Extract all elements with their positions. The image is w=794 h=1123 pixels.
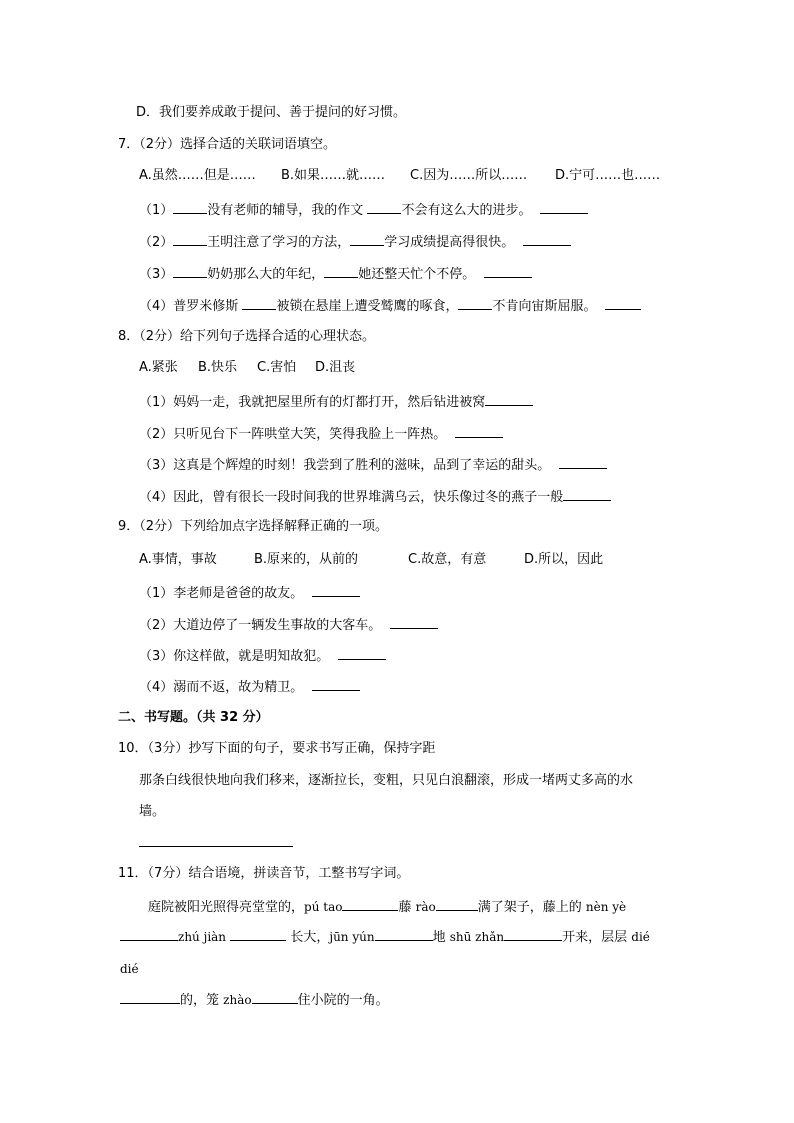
answer-blank[interactable] bbox=[312, 584, 360, 597]
q8-option-c: C.害怕 bbox=[257, 360, 297, 375]
answer-blank[interactable] bbox=[504, 928, 562, 941]
answer-blank[interactable] bbox=[485, 393, 533, 406]
answer-blank[interactable] bbox=[390, 616, 438, 629]
answer-blank[interactable] bbox=[559, 456, 607, 469]
q8-item-2: （2）只听见台下一阵哄堂大笑，笑得我脸上一阵热。 bbox=[139, 425, 503, 444]
q8-item-4: （4）因此，曾有很长一段时间我的世界堆满乌云，快乐像过冬的燕子一般 bbox=[139, 488, 611, 507]
q8-item-1: （1）妈妈一走，我就把屋里所有的灯都打开，然后钻进被窝 bbox=[139, 393, 533, 412]
q8-option-d: D.沮丧 bbox=[315, 360, 356, 375]
q9-header: 9．（2分）下列给加点字选择解释正确的一项。 bbox=[118, 519, 389, 534]
q11-header: 11．（7分）结合语境，拼读音节，工整书写字词。 bbox=[118, 866, 410, 881]
q9-item-4: （4）溺而不返，故为精卫。 bbox=[139, 678, 360, 697]
q7-item-2: （2） 王明注意了学习的方法， 学习成绩提高得很快。 bbox=[139, 233, 571, 252]
answer-blank[interactable] bbox=[455, 425, 503, 438]
q11-line-1: 庭院被阳光照得亮堂堂的，pú tao 藤 rào 满了架子，藤上的 nèn yè bbox=[148, 900, 627, 915]
q11-line-2: zhú jiàn 长大，jūn yún 地 shū zhǎn 开来，层层 dié bbox=[120, 928, 650, 947]
answer-blank[interactable] bbox=[605, 297, 641, 310]
q8-header: 8．（2分）给下列句子选择合适的心理状态。 bbox=[118, 329, 376, 344]
q7-option-d: D.宁可……也…… bbox=[555, 168, 661, 183]
answer-blank[interactable] bbox=[484, 265, 532, 278]
q11-line-4: 的，笼 zhào 住小院的一角。 bbox=[120, 991, 389, 1010]
q8-option-b: B.快乐 bbox=[198, 360, 238, 375]
q7-item-4: （4）普罗米修斯 被锁在悬崖上遭受鹫鹰的啄食， 不肯向宙斯屈服。 bbox=[139, 297, 641, 316]
answer-blank[interactable] bbox=[312, 678, 360, 691]
answer-blank[interactable] bbox=[173, 265, 207, 278]
q7-option-a: A.虽然……但是…… bbox=[139, 168, 256, 183]
pinyin: zhào bbox=[223, 993, 252, 1007]
q9-options bbox=[139, 551, 603, 569]
pinyin: pú tao bbox=[304, 900, 343, 914]
q9-item-1: （1）李老师是爸爸的故友。 bbox=[139, 584, 360, 603]
q7-option-c: C.因为……所以…… bbox=[410, 168, 528, 183]
q8-option-a: A.紧张 bbox=[139, 360, 178, 375]
answer-blank[interactable] bbox=[338, 647, 386, 660]
answer-blank[interactable] bbox=[252, 991, 298, 1004]
q9-item-3: （3）你这样做，就是明知故犯。 bbox=[139, 647, 386, 666]
q10-header: 10．（3分）抄写下面的句子，要求书写正确，保持字距 bbox=[118, 741, 436, 756]
pinyin: nèn yè bbox=[585, 900, 627, 914]
pinyin: rào bbox=[415, 900, 436, 914]
pinyin: dié bbox=[631, 930, 650, 944]
q7-options bbox=[139, 167, 660, 185]
answer-blank[interactable] bbox=[367, 201, 401, 214]
q7-item-1: （1） 没有老师的辅导，我的作文 不会有这么大的进步。 bbox=[139, 201, 588, 220]
section-2-header: 二、书写题。（共 32 分） bbox=[118, 710, 269, 725]
q7-option-b: B.如果……就…… bbox=[281, 168, 386, 183]
answer-blank[interactable] bbox=[350, 233, 384, 246]
pinyin: shū zhǎn bbox=[449, 930, 505, 944]
q10-sentence-line-2: 墙。 bbox=[139, 804, 166, 819]
answer-blank[interactable] bbox=[563, 488, 611, 501]
answer-blank[interactable] bbox=[120, 928, 178, 941]
answer-blank[interactable] bbox=[436, 898, 478, 911]
answer-blank[interactable] bbox=[540, 201, 588, 214]
answer-blank[interactable] bbox=[324, 265, 358, 278]
answer-blank[interactable] bbox=[173, 201, 207, 214]
q8-options bbox=[139, 359, 355, 377]
q9-option-b: B.原来的，从前的 bbox=[254, 552, 359, 567]
q11-line-3-pinyin: dié bbox=[120, 962, 139, 976]
q9-option-a: A.事情，事故 bbox=[139, 552, 217, 567]
answer-blank[interactable] bbox=[375, 928, 433, 941]
copy-blank[interactable] bbox=[139, 834, 293, 847]
answer-blank[interactable] bbox=[242, 297, 276, 310]
q9-item-2: （2）大道边停了一辆发生事故的大客车。 bbox=[139, 616, 438, 635]
q9-option-d: D.所以，因此 bbox=[524, 552, 604, 567]
answer-blank[interactable] bbox=[120, 991, 180, 1004]
answer-blank[interactable] bbox=[173, 233, 207, 246]
q9-option-c: C.故意，有意 bbox=[408, 552, 487, 567]
q7-item-3: （3） 奶奶那么大的年纪， 她还整天忙个不停。 bbox=[139, 265, 532, 284]
q8-item-3: （3）这真是个辉煌的时刻！我尝到了胜利的滋味，品到了幸运的甜头。 bbox=[139, 456, 607, 475]
q7-header: 7．（2分）选择合适的关联词语填空。 bbox=[118, 137, 337, 152]
answer-blank[interactable] bbox=[230, 928, 286, 941]
q10-copy-area bbox=[139, 834, 293, 853]
q6-option-d: D．我们要养成敢于提问、善于提问的好习惯。 bbox=[136, 105, 407, 120]
answer-blank[interactable] bbox=[342, 898, 398, 911]
pinyin: zhú jiàn bbox=[178, 930, 227, 944]
answer-blank[interactable] bbox=[523, 233, 571, 246]
q10-sentence-line-1: 那条白线很快地向我们移来，逐渐拉长，变粗，只见白浪翻滚，形成一堵两丈多高的水 bbox=[139, 773, 634, 788]
pinyin: jūn yún bbox=[329, 930, 375, 944]
answer-blank[interactable] bbox=[458, 297, 492, 310]
